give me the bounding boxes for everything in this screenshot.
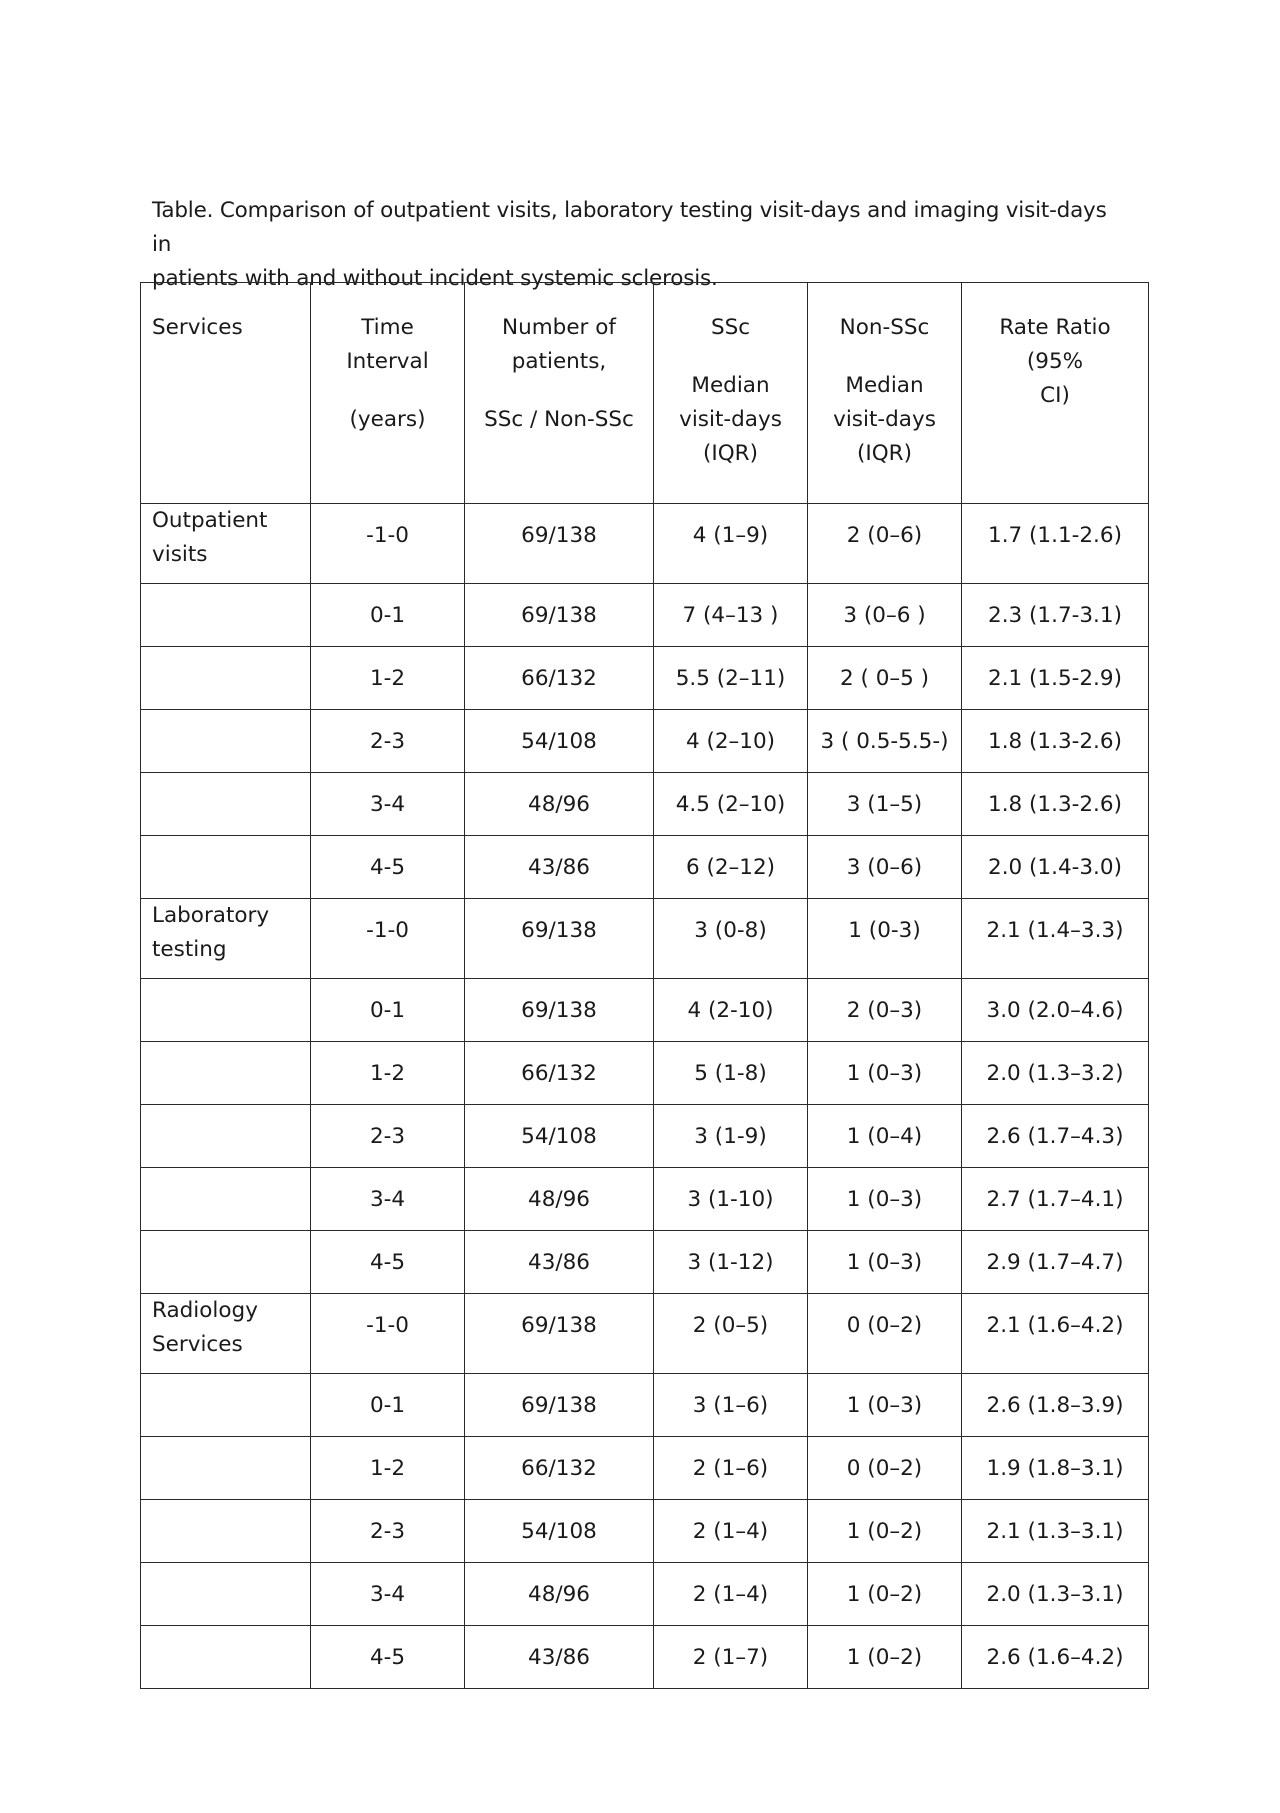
table-caption	[152, 194, 1112, 296]
time-interval-cell	[311, 504, 465, 584]
header-patients-line-3: SSc / Non-SSc	[484, 407, 634, 432]
caption-line-1: Table. Comparison of outpatient visits, laboratory testing visit-days and imaging visit-days in	[152, 198, 1107, 257]
patients-cell	[465, 1563, 654, 1626]
patients-cell-text: 69/138	[521, 1313, 597, 1338]
ssc-cell	[654, 584, 808, 647]
time-interval-cell	[311, 647, 465, 710]
ssc-cell	[654, 773, 808, 836]
non-ssc-cell-text: 3 (0–6)	[846, 855, 923, 880]
patients-cell-text: 66/132	[521, 1456, 597, 1481]
non-ssc-cell	[808, 836, 962, 899]
ssc-cell-text: 2 (1–4)	[692, 1519, 769, 1544]
ssc-cell	[654, 647, 808, 710]
ssc-cell	[654, 1294, 808, 1374]
service-label-line-2: visits	[152, 542, 208, 567]
time-interval-cell-text: 3-4	[369, 1187, 406, 1212]
header-non-ssc-line-4: (IQR)	[857, 441, 912, 466]
rate-ratio-cell-text: 2.0 (1.3–3.1)	[986, 1582, 1124, 1607]
ssc-cell-text: 4.5 (2–10)	[675, 792, 786, 817]
ssc-cell	[654, 979, 808, 1042]
time-interval-cell	[311, 979, 465, 1042]
ssc-cell-text: 6 (2–12)	[685, 855, 776, 880]
patients-cell-text: 69/138	[521, 998, 597, 1023]
header-rate-ratio	[962, 283, 1149, 504]
service-cell	[141, 1626, 311, 1689]
ssc-cell-text: 3 (1-12)	[687, 1250, 774, 1275]
rate-ratio-cell-text: 2.1 (1.5-2.9)	[988, 666, 1122, 691]
table-row	[141, 1105, 1149, 1168]
table-row	[141, 710, 1149, 773]
non-ssc-cell-text: 1 (0–3)	[846, 1187, 923, 1212]
time-interval-cell-text: 1-2	[369, 1456, 406, 1481]
non-ssc-cell	[808, 899, 962, 979]
non-ssc-cell	[808, 1374, 962, 1437]
time-interval-cell	[311, 836, 465, 899]
non-ssc-cell-text: 0 (0–2)	[846, 1456, 923, 1481]
ssc-cell-text: 3 (1–6)	[692, 1393, 769, 1418]
service-cell	[141, 1042, 311, 1105]
service-cell	[141, 1500, 311, 1563]
time-interval-cell-text: 2-3	[369, 1519, 406, 1544]
non-ssc-cell-text: 1 (0–3)	[846, 1393, 923, 1418]
service-cell	[141, 1294, 311, 1374]
ssc-cell	[654, 1231, 808, 1294]
patients-cell	[465, 1500, 654, 1563]
header-ssc-line-2: Median	[691, 373, 770, 398]
header-non-ssc-line-1: Non-SSc	[839, 315, 930, 340]
rate-ratio-cell-text: 1.8 (1.3-2.6)	[988, 792, 1122, 817]
ssc-cell-text: 7 (4–13 )	[682, 603, 779, 628]
patients-cell	[465, 710, 654, 773]
non-ssc-cell	[808, 1626, 962, 1689]
non-ssc-cell-text: 1 (0–2)	[846, 1582, 923, 1607]
time-interval-cell	[311, 1042, 465, 1105]
ssc-cell-text: 2 (1–4)	[692, 1582, 769, 1607]
ssc-cell	[654, 710, 808, 773]
non-ssc-cell	[808, 1437, 962, 1500]
rate-ratio-cell-text: 2.3 (1.7-3.1)	[988, 603, 1122, 628]
patients-cell	[465, 1294, 654, 1374]
table-row	[141, 647, 1149, 710]
non-ssc-cell-text: 1 (0–3)	[846, 1061, 923, 1086]
non-ssc-cell-text: 2 (0–3)	[846, 998, 923, 1023]
rate-ratio-cell	[962, 1437, 1149, 1500]
table-row	[141, 1374, 1149, 1437]
rate-ratio-cell	[962, 647, 1149, 710]
rate-ratio-cell	[962, 584, 1149, 647]
non-ssc-cell-text: 1 (0–2)	[846, 1519, 923, 1544]
patients-cell-text: 54/108	[521, 729, 597, 754]
table-row	[141, 1231, 1149, 1294]
rate-ratio-cell	[962, 773, 1149, 836]
header-time-interval	[311, 283, 465, 504]
time-interval-cell-text: 3-4	[369, 792, 406, 817]
table-row	[141, 504, 1149, 584]
rate-ratio-cell	[962, 1626, 1149, 1689]
non-ssc-cell-text: 1 (0–3)	[846, 1250, 923, 1275]
patients-cell-text: 66/132	[521, 666, 597, 691]
ssc-cell-text: 4 (2–10)	[685, 729, 776, 754]
time-interval-cell-text: -1-0	[366, 1313, 409, 1338]
patients-cell-text: 69/138	[521, 523, 597, 548]
header-non-ssc	[808, 283, 962, 504]
time-interval-cell-text: 1-2	[369, 1061, 406, 1086]
patients-cell	[465, 1105, 654, 1168]
rate-ratio-cell-text: 2.6 (1.8–3.9)	[986, 1393, 1124, 1418]
non-ssc-cell-text: 1 (0–4)	[846, 1124, 923, 1149]
patients-cell	[465, 773, 654, 836]
header-row	[141, 283, 1149, 504]
time-interval-cell-text: -1-0	[366, 918, 409, 943]
rate-ratio-cell-text: 2.9 (1.7–4.7)	[986, 1250, 1124, 1275]
non-ssc-cell-text: 3 (0–6 )	[843, 603, 926, 628]
patients-cell-text: 54/108	[521, 1519, 597, 1544]
time-interval-cell	[311, 899, 465, 979]
ssc-cell	[654, 836, 808, 899]
rate-ratio-cell-text: 2.1 (1.3–3.1)	[986, 1519, 1124, 1544]
table-row	[141, 1294, 1149, 1374]
time-interval-cell	[311, 1294, 465, 1374]
ssc-cell-text: 3 (1-10)	[687, 1187, 774, 1212]
header-services	[141, 283, 311, 504]
rate-ratio-cell	[962, 899, 1149, 979]
header-time-interval-line-2: Interval	[346, 349, 429, 374]
patients-cell	[465, 504, 654, 584]
non-ssc-cell-text: 0 (0–2)	[846, 1313, 923, 1338]
time-interval-cell-text: -1-0	[366, 523, 409, 548]
ssc-cell	[654, 1374, 808, 1437]
table-row	[141, 1437, 1149, 1500]
header-ssc-line-4: (IQR)	[703, 441, 758, 466]
comparison-table	[140, 282, 1149, 1689]
non-ssc-cell	[808, 1294, 962, 1374]
service-cell	[141, 1437, 311, 1500]
time-interval-cell-text: 2-3	[369, 1124, 406, 1149]
rate-ratio-cell-text: 2.7 (1.7–4.1)	[986, 1187, 1124, 1212]
header-ssc	[654, 283, 808, 504]
header-non-ssc-line-3: visit-days	[833, 407, 936, 432]
service-label-line-1: Outpatient	[152, 508, 268, 533]
non-ssc-cell	[808, 647, 962, 710]
patients-cell-text: 43/86	[528, 1250, 590, 1275]
patients-cell-text: 66/132	[521, 1061, 597, 1086]
header-patients-line-1: Number of	[502, 315, 616, 340]
service-cell	[141, 1105, 311, 1168]
non-ssc-cell	[808, 1500, 962, 1563]
header-non-ssc-line-2: Median	[845, 373, 924, 398]
rate-ratio-cell-text: 1.7 (1.1-2.6)	[988, 523, 1122, 548]
service-cell	[141, 584, 311, 647]
table-row	[141, 836, 1149, 899]
service-label-line-2: Services	[152, 1332, 243, 1357]
patients-cell	[465, 899, 654, 979]
patients-cell	[465, 1626, 654, 1689]
caption-line-2: patients with and without incident systemic sclerosis.	[152, 266, 718, 291]
rate-ratio-cell-text: 2.6 (1.6–4.2)	[986, 1645, 1124, 1670]
table-body	[141, 504, 1149, 1689]
patients-cell-text: 48/96	[528, 1582, 590, 1607]
non-ssc-cell-text: 2 ( 0–5 )	[839, 666, 930, 691]
time-interval-cell-text: 4-5	[369, 1250, 406, 1275]
non-ssc-cell	[808, 773, 962, 836]
service-label-line-1: Radiology	[152, 1298, 258, 1323]
rate-ratio-cell	[962, 836, 1149, 899]
rate-ratio-cell-text: 3.0 (2.0–4.6)	[986, 998, 1124, 1023]
non-ssc-cell	[808, 979, 962, 1042]
header-time-interval-line-3: (years)	[349, 407, 426, 432]
ssc-cell-text: 5.5 (2–11)	[675, 666, 786, 691]
time-interval-cell	[311, 1626, 465, 1689]
patients-cell	[465, 1374, 654, 1437]
rate-ratio-cell-text: 2.6 (1.7–4.3)	[986, 1124, 1124, 1149]
patients-cell	[465, 1231, 654, 1294]
non-ssc-cell-text: 3 (1–5)	[846, 792, 923, 817]
patients-cell	[465, 979, 654, 1042]
time-interval-cell-text: 3-4	[369, 1582, 406, 1607]
table-row	[141, 899, 1149, 979]
non-ssc-cell	[808, 1042, 962, 1105]
non-ssc-cell	[808, 710, 962, 773]
ssc-cell	[654, 1168, 808, 1231]
patients-cell-text: 43/86	[528, 1645, 590, 1670]
time-interval-cell-text: 0-1	[369, 603, 406, 628]
non-ssc-cell	[808, 1105, 962, 1168]
service-cell	[141, 1374, 311, 1437]
rate-ratio-cell	[962, 1500, 1149, 1563]
ssc-cell-text: 5 (1-8)	[694, 1061, 767, 1086]
time-interval-cell-text: 2-3	[369, 729, 406, 754]
rate-ratio-cell	[962, 1374, 1149, 1437]
rate-ratio-cell	[962, 1294, 1149, 1374]
service-cell	[141, 836, 311, 899]
time-interval-cell	[311, 1374, 465, 1437]
patients-cell-text: 69/138	[521, 1393, 597, 1418]
non-ssc-cell	[808, 584, 962, 647]
patients-cell	[465, 1042, 654, 1105]
rate-ratio-cell	[962, 1563, 1149, 1626]
ssc-cell	[654, 1563, 808, 1626]
time-interval-cell-text: 4-5	[369, 1645, 406, 1670]
header-ssc-line-3: visit-days	[679, 407, 782, 432]
patients-cell	[465, 584, 654, 647]
time-interval-cell	[311, 1500, 465, 1563]
header-services-label: Services	[152, 315, 243, 340]
patients-cell	[465, 647, 654, 710]
table-row	[141, 1563, 1149, 1626]
rate-ratio-cell-text: 2.1 (1.4–3.3)	[986, 918, 1124, 943]
rate-ratio-cell-text: 1.9 (1.8–3.1)	[986, 1456, 1124, 1481]
service-cell	[141, 710, 311, 773]
ssc-cell	[654, 1042, 808, 1105]
patients-cell-text: 69/138	[521, 603, 597, 628]
ssc-cell	[654, 1105, 808, 1168]
time-interval-cell-text: 4-5	[369, 855, 406, 880]
table-row	[141, 773, 1149, 836]
service-cell	[141, 1231, 311, 1294]
ssc-cell	[654, 899, 808, 979]
service-cell	[141, 1563, 311, 1626]
patients-cell-text: 48/96	[528, 792, 590, 817]
non-ssc-cell	[808, 1563, 962, 1626]
ssc-cell-text: 4 (1–9)	[692, 523, 769, 548]
non-ssc-cell-text: 1 (0–2)	[846, 1645, 923, 1670]
rate-ratio-cell-text: 2.0 (1.4-3.0)	[988, 855, 1122, 880]
rate-ratio-cell-text: 2.1 (1.6–4.2)	[986, 1313, 1124, 1338]
rate-ratio-cell	[962, 1168, 1149, 1231]
non-ssc-cell-text: 2 (0–6)	[846, 523, 923, 548]
header-ssc-line-1: SSc	[710, 315, 751, 340]
table-row	[141, 1168, 1149, 1231]
header-time-interval-line-1: Time	[361, 315, 414, 340]
rate-ratio-cell	[962, 1042, 1149, 1105]
time-interval-cell	[311, 1437, 465, 1500]
non-ssc-cell	[808, 1231, 962, 1294]
ssc-cell	[654, 1437, 808, 1500]
service-cell	[141, 773, 311, 836]
service-cell	[141, 979, 311, 1042]
table-row	[141, 979, 1149, 1042]
patients-cell	[465, 1437, 654, 1500]
ssc-cell-text: 2 (0–5)	[692, 1313, 769, 1338]
patients-cell	[465, 836, 654, 899]
time-interval-cell	[311, 1105, 465, 1168]
ssc-cell-text: 3 (0-8)	[694, 918, 767, 943]
non-ssc-cell	[808, 1168, 962, 1231]
rate-ratio-cell-text: 1.8 (1.3-2.6)	[988, 729, 1122, 754]
time-interval-cell-text: 1-2	[369, 666, 406, 691]
rate-ratio-cell	[962, 1231, 1149, 1294]
table-row	[141, 1042, 1149, 1105]
ssc-cell	[654, 1500, 808, 1563]
time-interval-cell	[311, 710, 465, 773]
non-ssc-cell	[808, 504, 962, 584]
ssc-cell-text: 2 (1–7)	[692, 1645, 769, 1670]
non-ssc-cell-text: 1 (0-3)	[848, 918, 921, 943]
ssc-cell-text: 3 (1-9)	[694, 1124, 767, 1149]
patients-cell-text: 48/96	[528, 1187, 590, 1212]
ssc-cell-text: 4 (2-10)	[687, 998, 774, 1023]
rate-ratio-cell	[962, 1105, 1149, 1168]
header-rate-ratio-line-2: CI)	[1040, 383, 1070, 408]
time-interval-cell-text: 0-1	[369, 1393, 406, 1418]
ssc-cell	[654, 504, 808, 584]
rate-ratio-cell-text: 2.0 (1.3–3.2)	[986, 1061, 1124, 1086]
rate-ratio-cell	[962, 504, 1149, 584]
patients-cell-text: 69/138	[521, 918, 597, 943]
time-interval-cell	[311, 1563, 465, 1626]
time-interval-cell	[311, 1231, 465, 1294]
table-row	[141, 1626, 1149, 1689]
patients-cell-text: 43/86	[528, 855, 590, 880]
rate-ratio-cell	[962, 979, 1149, 1042]
time-interval-cell	[311, 773, 465, 836]
time-interval-cell-text: 0-1	[369, 998, 406, 1023]
service-cell	[141, 647, 311, 710]
table-row	[141, 584, 1149, 647]
table-row	[141, 1500, 1149, 1563]
patients-cell-text: 54/108	[521, 1124, 597, 1149]
header-rate-ratio-line-1: Rate Ratio (95%	[999, 315, 1111, 374]
ssc-cell-text: 2 (1–6)	[692, 1456, 769, 1481]
time-interval-cell	[311, 584, 465, 647]
header-number-of-patients	[465, 283, 654, 504]
rate-ratio-cell	[962, 710, 1149, 773]
header-patients-line-2: patients,	[511, 349, 607, 374]
service-cell	[141, 1168, 311, 1231]
ssc-cell	[654, 1626, 808, 1689]
time-interval-cell	[311, 1168, 465, 1231]
service-cell	[141, 899, 311, 979]
service-cell	[141, 504, 311, 584]
patients-cell	[465, 1168, 654, 1231]
service-label-line-1: Laboratory	[152, 903, 270, 928]
non-ssc-cell-text: 3 ( 0.5-5.5-)	[820, 729, 949, 754]
service-label-line-2: testing	[152, 937, 227, 962]
